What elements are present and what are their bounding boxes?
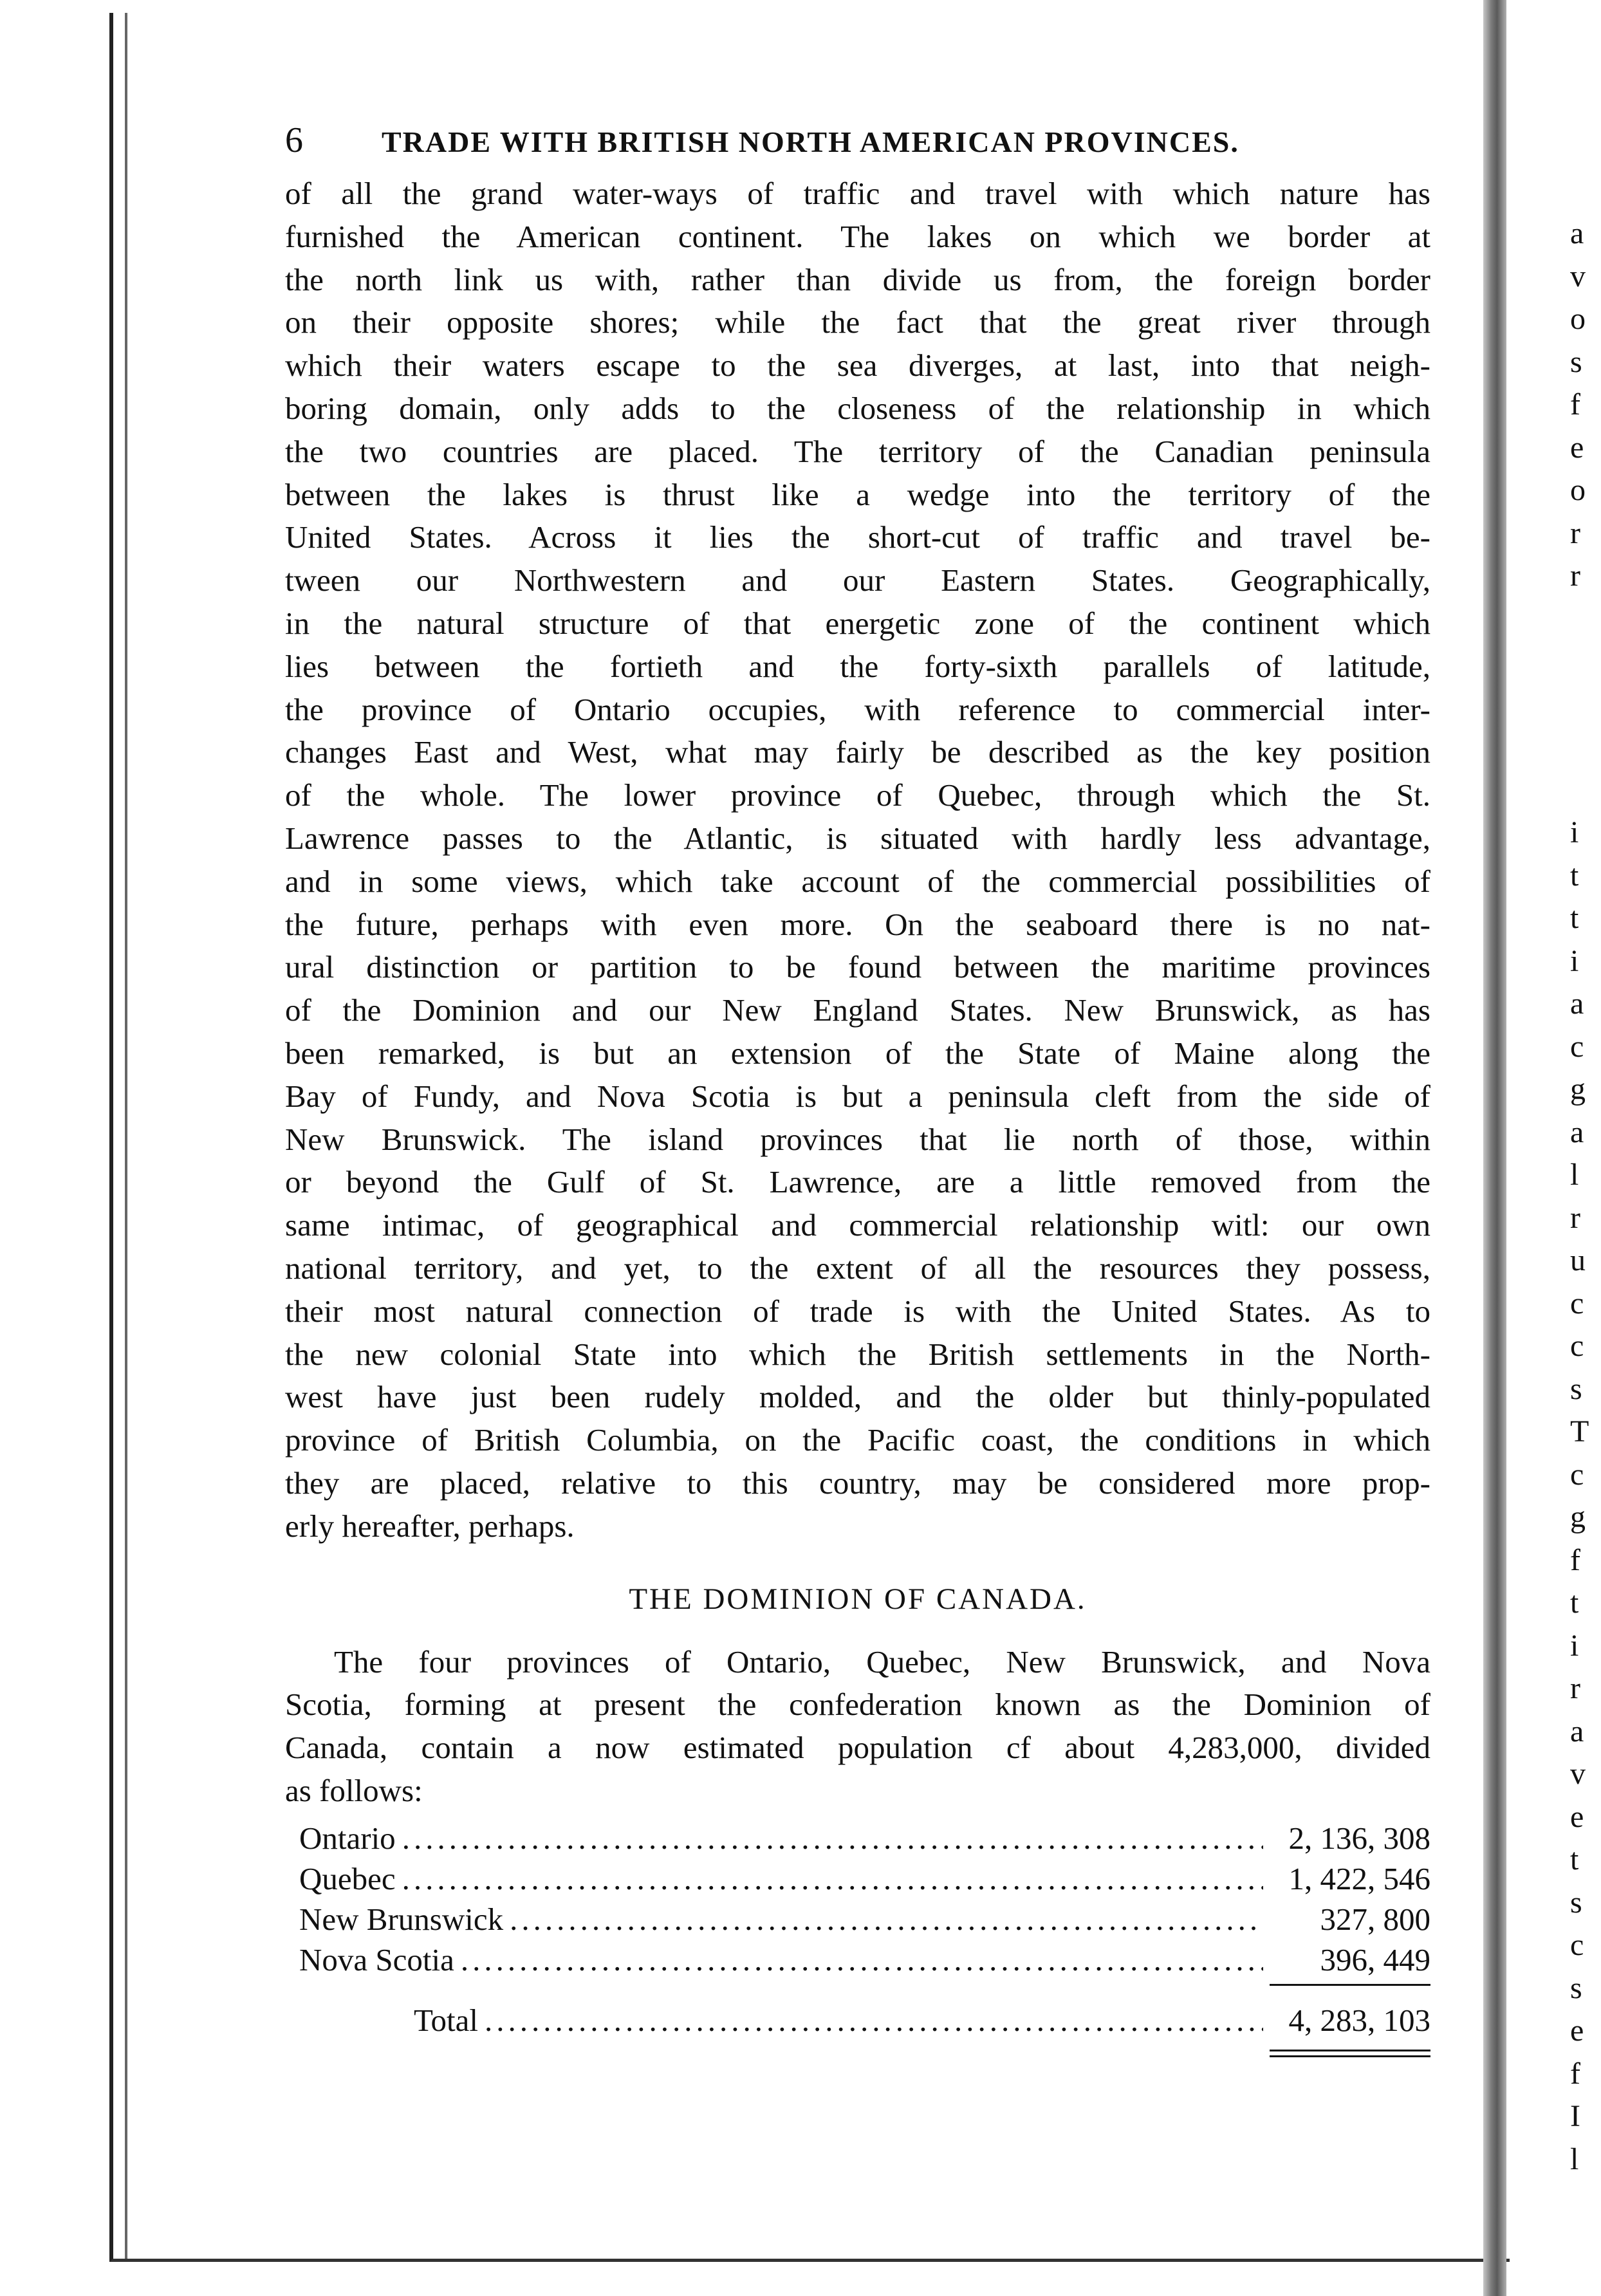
margin-letter: g — [1570, 1072, 1586, 1106]
text-line: ural distinction or partition to be found between the maritime provinces — [285, 949, 1430, 985]
population-value: 327, 800 — [1320, 1901, 1430, 1937]
margin-letter: a — [1570, 1714, 1584, 1748]
population-value: 396, 449 — [1320, 1941, 1430, 1977]
margin-letter: e — [1570, 430, 1584, 465]
margin-letter: o — [1570, 473, 1586, 507]
margin-letter: l — [1570, 2142, 1579, 2176]
table-row — [299, 1899, 1430, 1940]
leader-dots — [402, 1818, 1263, 1858]
text-line: of the Dominion and our New England States. New Brunswick, as has — [285, 992, 1430, 1028]
margin-letter: a — [1570, 216, 1584, 250]
margin-letter — [1570, 640, 1596, 683]
margin-letter: s — [1570, 344, 1582, 379]
margin-letter: t — [1570, 858, 1579, 893]
margin-letter: i — [1570, 815, 1579, 849]
margin-letter: c — [1570, 1029, 1584, 1064]
text-line: on their opposite shores; while the fact that the great river through — [285, 304, 1430, 340]
intro-paragraph — [285, 1641, 1430, 1813]
table-row — [299, 1818, 1430, 1858]
page — [285, 120, 1430, 2057]
margin-letter: s — [1570, 1371, 1582, 1406]
margin-letter: f — [1570, 387, 1580, 421]
province-name: Nova Scotia — [299, 1941, 454, 1977]
population-table — [285, 1818, 1430, 2057]
province-name: Ontario — [299, 1820, 396, 1856]
margin-letter: u — [1570, 1243, 1586, 1277]
running-head: TRADE WITH BRITISH NORTH AMERICAN PROVINCES. — [382, 125, 1239, 158]
text-line: lies between the fortieth and the forty-sixth parallels of latitude, — [285, 648, 1430, 684]
facing-page-edge — [1570, 212, 1596, 2181]
margin-letter — [1570, 769, 1596, 812]
margin-letter: r — [1570, 559, 1580, 593]
margin-letter: I — [1570, 2099, 1580, 2133]
text-line: The four provinces of Ontario, Quebec, New Brunswick, and Nova — [334, 1643, 1430, 1680]
text-line: the province of Ontario occupies, with reference to commercial inter- — [285, 691, 1430, 727]
total-row — [299, 2000, 1430, 2041]
total-label: Total — [414, 2002, 478, 2038]
text-line: the future, perhaps with even more. On the seaboard there is no nat- — [285, 906, 1430, 942]
margin-letter: a — [1570, 1115, 1584, 1149]
text-line: province of British Columbia, on the Pacific coast, the conditions in which — [285, 1422, 1430, 1458]
text-line: in the natural structure of that energetic zone of the continent which — [285, 605, 1430, 641]
margin-letter: r — [1570, 515, 1580, 550]
text-line: same intimac, of geographical and commercial relationship witl: our own — [285, 1207, 1430, 1243]
text-line: they are placed, relative to this country, may be considered more prop- — [285, 1465, 1430, 1501]
margin-letter: c — [1570, 1329, 1584, 1363]
text-line: been remarked, is but an extension of the State of Maine along the — [285, 1035, 1430, 1071]
text-line: between the lakes is thrust like a wedge into the territory of the — [285, 476, 1430, 512]
text-line: Bay of Fundy, and Nova Scotia is but a peninsula cleft from the side of — [285, 1078, 1430, 1114]
population-value: 2, 136, 308 — [1288, 1820, 1430, 1856]
page-header — [285, 120, 1430, 161]
margin-letter — [1570, 726, 1596, 769]
population-value: 1, 422, 546 — [1288, 1860, 1430, 1896]
margin-letter: c — [1570, 1457, 1584, 1492]
margin-letter: a — [1570, 986, 1584, 1021]
page-number: 6 — [285, 120, 304, 160]
leader-dots — [461, 1940, 1263, 1980]
margin-letter: s — [1570, 1885, 1582, 1920]
text-line: their most natural connection of trade is with the United States. As to — [285, 1293, 1430, 1329]
margin-letter: e — [1570, 1799, 1584, 1834]
text-line: west have just been rudely molded, and the older but thinly-populated — [285, 1379, 1430, 1415]
margin-letter: i — [1570, 943, 1579, 978]
leader-dots — [510, 1899, 1263, 1940]
sum-rule — [1270, 1984, 1430, 1986]
text-line: erly hereafter, perhaps. — [285, 1508, 575, 1544]
text-line: and in some views, which take account of the commercial possibilities of — [285, 863, 1430, 899]
text-line: Lawrence passes to the Atlantic, is situated with hardly less advantage, — [285, 820, 1430, 856]
text-line: Canada, contain a now estimated population cf about 4,283,000, divided — [285, 1730, 1430, 1766]
margin-letter: v — [1570, 259, 1586, 293]
margin-letter: r — [1570, 1200, 1580, 1235]
margin-letter: o — [1570, 302, 1586, 336]
margin-letter: l — [1570, 1158, 1579, 1192]
margin-letter: t — [1570, 1586, 1579, 1620]
margin-letter: g — [1570, 1500, 1586, 1534]
text-line: the north link us with, rather than divide us from, the foreign border — [285, 261, 1430, 297]
text-line: boring domain, only adds to the closeness of the relationship in which — [285, 390, 1430, 426]
province-name: New Brunswick — [299, 1901, 504, 1937]
table-row — [299, 1858, 1430, 1899]
text-line: the new colonial State into which the British settlements in the North- — [285, 1336, 1430, 1372]
margin-letter: v — [1570, 1757, 1586, 1791]
margin-letter: i — [1570, 1628, 1579, 1663]
text-line: Scotia, forming at present the confederation known as the Dominion of — [285, 1687, 1430, 1723]
margin-letter: f — [1570, 1542, 1580, 1577]
text-line: tween our Northwestern and our Eastern States. Geographically, — [285, 562, 1430, 598]
text-line: which their waters escape to the sea diverges, at last, into that neigh- — [285, 347, 1430, 384]
total-value: 4, 283, 103 — [1288, 2002, 1430, 2038]
text-line: the two countries are placed. The territory of the Canadian peninsula — [285, 433, 1430, 469]
text-line: furnished the American continent. The lakes on which we border at — [285, 218, 1430, 254]
text-line: of the whole. The lower province of Quebec, through which the St. — [285, 777, 1430, 813]
margin-letter — [1570, 683, 1596, 727]
text-line: New Brunswick. The island provinces that lie north of those, within — [285, 1121, 1430, 1157]
text-line: as follows: — [285, 1772, 423, 1808]
margin-letter: e — [1570, 2014, 1584, 2048]
margin-letter: c — [1570, 1928, 1584, 1962]
text-line: national territory, and yet, to the extent of all the resources they possess, — [285, 1250, 1430, 1286]
text-line: United States. Across it lies the short-cut of traffic and travel be- — [285, 519, 1430, 555]
province-name: Quebec — [299, 1860, 396, 1896]
margin-letter: t — [1570, 1842, 1579, 1876]
margin-letter: r — [1570, 1671, 1580, 1705]
text-line: of all the grand water-ways of traffic and travel with which nature has — [285, 176, 1430, 211]
margin-letter: c — [1570, 1286, 1584, 1320]
table-row — [299, 1940, 1430, 1980]
margin-letter: s — [1570, 1970, 1582, 2005]
margin-letter: t — [1570, 901, 1579, 935]
margin-letter — [1570, 598, 1596, 641]
leader-dots — [402, 1858, 1263, 1899]
margin-letter: f — [1570, 2056, 1580, 2091]
section-title: THE DOMINION OF CANADA. — [629, 1582, 1087, 1616]
margin-letter: T — [1570, 1414, 1589, 1449]
book-spine-shadow — [1483, 0, 1506, 2296]
text-line: changes East and West, what may fairly be described as the key position — [285, 734, 1430, 770]
leader-dots — [485, 2000, 1263, 2041]
text-line: or beyond the Gulf of St. Lawrence, are a little removed from the — [285, 1164, 1430, 1200]
body-paragraph — [285, 172, 1430, 1548]
double-rule — [1270, 2050, 1430, 2057]
